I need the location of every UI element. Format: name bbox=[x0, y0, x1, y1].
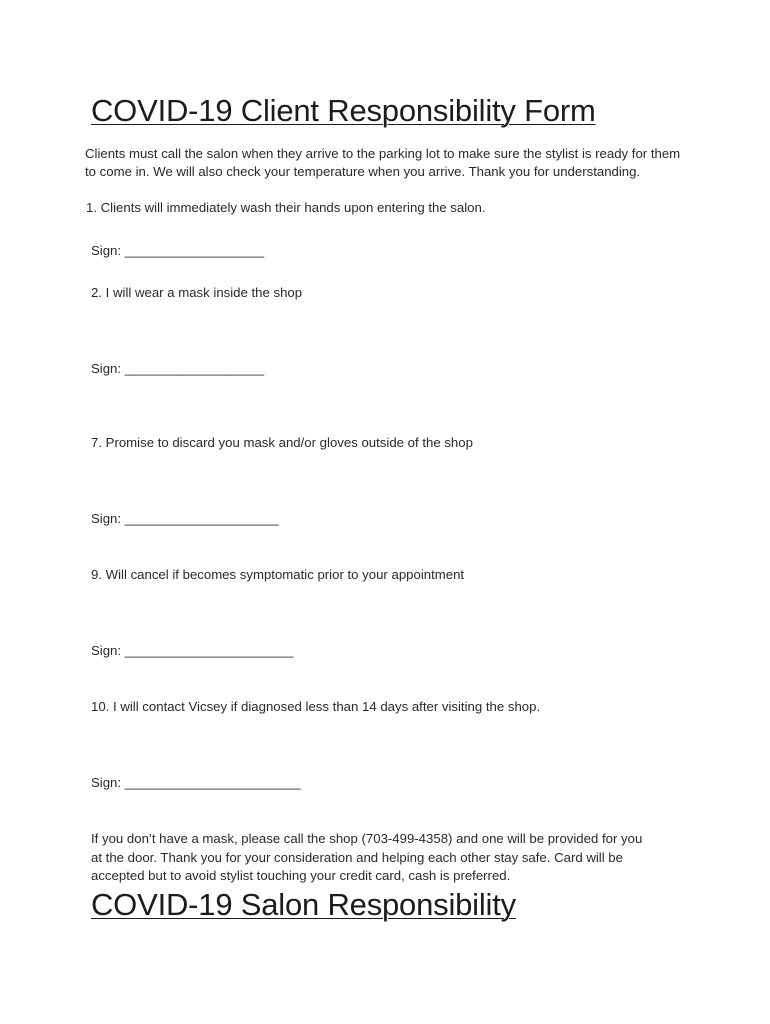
item-10-sign-line: Sign: ________________________ bbox=[91, 775, 301, 790]
item-9-sign-line: Sign: _______________________ bbox=[91, 643, 294, 658]
item-10-text: 10. I will contact Vicsey if diagnosed less than 14 days after visiting the shop. bbox=[91, 699, 541, 714]
closing-line-1: If you don’t have a mask, please call the shop (703-499-4358) and one will be provided for you bbox=[91, 831, 643, 846]
intro-line-1: Clients must call the salon when they arrive to the parking lot to make sure the stylist is ready for them bbox=[85, 146, 681, 161]
item-7-text: 7. Promise to discard you mask and/or gloves outside of the shop bbox=[91, 435, 473, 450]
intro-line-2: to come in. We will also check your temperature when you arrive. Thank you for understanding. bbox=[85, 164, 641, 179]
second-section-title: COVID-19 Salon Responsibility bbox=[91, 887, 516, 922]
closing-line-2: at the door. Thank you for your consideration and helping each other stay safe. Card will be bbox=[91, 850, 623, 865]
item-1-sign-line: Sign: ___________________ bbox=[91, 243, 265, 258]
form-title: COVID-19 Client Responsibility Form bbox=[91, 93, 596, 128]
item-9-text: 9. Will cancel if becomes symptomatic prior to your appointment bbox=[91, 567, 465, 582]
item-7-sign-line: Sign: _____________________ bbox=[91, 511, 279, 526]
item-2-text: 2. I will wear a mask inside the shop bbox=[91, 285, 303, 300]
item-2-sign-line: Sign: ___________________ bbox=[91, 361, 265, 376]
item-1-text: 1. Clients will immediately wash their hands upon entering the salon. bbox=[86, 200, 486, 215]
closing-line-3: accepted but to avoid stylist touching your credit card, cash is preferred. bbox=[91, 868, 511, 883]
